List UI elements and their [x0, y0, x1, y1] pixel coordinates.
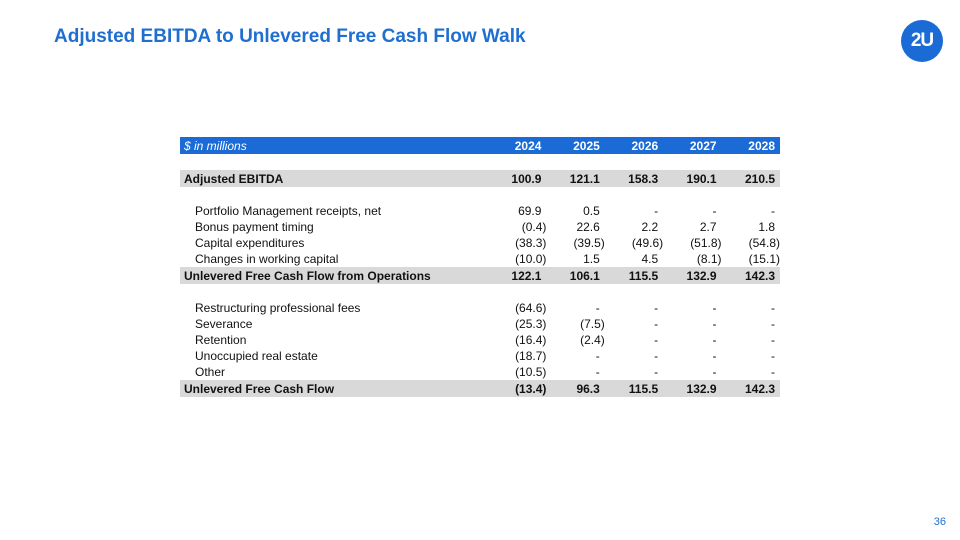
- row-label: Bonus payment timing: [195, 220, 314, 234]
- line-item-row: [180, 203, 780, 219]
- value-cell: (8.1): [696, 252, 722, 266]
- value-cell: -: [595, 301, 600, 315]
- value-cell: (15.1): [748, 252, 780, 266]
- cash-flow-table: [180, 137, 780, 397]
- value-cell: 142.3: [722, 380, 780, 397]
- value-cell: (39.5): [573, 236, 605, 250]
- row-label: Portfolio Management receipts, net: [195, 204, 382, 218]
- value-cell: 122.1: [488, 267, 546, 284]
- value-cell: -: [654, 365, 659, 379]
- value-cell: 190.1: [663, 170, 721, 187]
- row-label: Retention: [195, 333, 247, 347]
- value-cell: -: [654, 317, 659, 331]
- spacer-cell: [180, 154, 780, 170]
- line-item-row: [180, 348, 780, 364]
- value-cell: -: [654, 301, 659, 315]
- value-cell: 69.9: [518, 204, 542, 218]
- value-cell: -: [654, 349, 659, 363]
- value-cell: -: [771, 204, 775, 218]
- row-label: Capital expenditures: [195, 236, 305, 250]
- line-item-row: [180, 316, 780, 332]
- value-cell: -: [712, 301, 717, 315]
- value-cell: 142.3: [722, 267, 780, 284]
- value-cell: 4.5: [641, 252, 659, 266]
- spacer-row: [180, 284, 780, 300]
- value-cell: 1.5: [583, 252, 600, 266]
- year-header: 2025: [546, 137, 604, 154]
- row-label: Unoccupied real estate: [195, 349, 318, 363]
- value-cell: -: [771, 301, 775, 315]
- row-label: Unlevered Free Cash Flow: [180, 380, 488, 397]
- page-number: 36: [933, 516, 946, 528]
- value-cell: (13.4): [488, 380, 546, 397]
- subtotal-row: [180, 380, 780, 397]
- value-cell: (64.6): [515, 301, 547, 315]
- value-cell: (10.5): [515, 365, 547, 379]
- value-cell: (38.3): [515, 236, 547, 250]
- spacer-cell: [180, 187, 780, 203]
- value-cell: -: [771, 333, 775, 347]
- row-label: Restructuring professional fees: [195, 301, 361, 315]
- value-cell: 1.8: [758, 220, 775, 234]
- value-cell: 115.5: [605, 380, 663, 397]
- company-logo: 2U: [901, 20, 943, 62]
- value-cell: -: [654, 204, 659, 218]
- value-cell: 100.9: [488, 170, 546, 187]
- year-header: 2024: [488, 137, 546, 154]
- value-cell: (2.4): [580, 333, 605, 347]
- value-cell: -: [595, 365, 600, 379]
- value-cell: (54.8): [748, 236, 780, 250]
- row-label: Adjusted EBITDA: [180, 170, 488, 187]
- year-header: 2028: [722, 137, 780, 154]
- value-cell: -: [712, 349, 717, 363]
- value-cell: 121.1: [546, 170, 604, 187]
- value-cell: 106.1: [546, 267, 604, 284]
- value-cell: -: [712, 204, 717, 218]
- value-cell: (25.3): [515, 317, 547, 331]
- value-cell: 0.5: [583, 204, 600, 218]
- row-label: Severance: [195, 317, 253, 331]
- row-label: Other: [195, 365, 226, 379]
- value-cell: (51.8): [690, 236, 722, 250]
- spacer-row: [180, 187, 780, 203]
- year-header: 2027: [663, 137, 721, 154]
- value-cell: 115.5: [605, 267, 663, 284]
- value-cell: 96.3: [546, 380, 604, 397]
- row-label: Changes in working capital: [195, 252, 339, 266]
- value-cell: 2.7: [699, 220, 717, 234]
- line-item-row: [180, 300, 780, 316]
- value-cell: 132.9: [663, 380, 721, 397]
- value-cell: 210.5: [722, 170, 780, 187]
- value-cell: -: [712, 365, 717, 379]
- spacer-cell: [180, 284, 780, 300]
- value-cell: -: [771, 317, 775, 331]
- value-cell: 158.3: [605, 170, 663, 187]
- subtotal-row: [180, 267, 780, 284]
- unit-label: $ in millions: [180, 137, 488, 154]
- value-cell: 2.2: [641, 220, 659, 234]
- row-label: Unlevered Free Cash Flow from Operations: [180, 267, 488, 284]
- spacer-row: [180, 154, 780, 170]
- table-header-row: [180, 137, 780, 154]
- value-cell: -: [654, 333, 659, 347]
- value-cell: -: [712, 333, 717, 347]
- line-item-row: [180, 332, 780, 348]
- line-item-row: [180, 251, 780, 267]
- value-cell: 22.6: [576, 220, 600, 234]
- year-header: 2026: [605, 137, 663, 154]
- value-cell: (7.5): [580, 317, 605, 331]
- value-cell: 132.9: [663, 267, 721, 284]
- value-cell: -: [771, 349, 775, 363]
- value-cell: (16.4): [515, 333, 547, 347]
- subtotal-row: [180, 170, 780, 187]
- value-cell: -: [595, 349, 600, 363]
- value-cell: -: [771, 365, 775, 379]
- value-cell: -: [712, 317, 717, 331]
- line-item-row: [180, 235, 780, 251]
- line-item-row: [180, 364, 780, 380]
- line-item-row: [180, 219, 780, 235]
- value-cell: (0.4): [521, 220, 547, 234]
- value-cell: (10.0): [515, 252, 547, 266]
- slide-title: Adjusted EBITDA to Unlevered Free Cash Flow Walk: [54, 26, 526, 47]
- value-cell: (18.7): [515, 349, 547, 363]
- value-cell: (49.6): [631, 236, 664, 250]
